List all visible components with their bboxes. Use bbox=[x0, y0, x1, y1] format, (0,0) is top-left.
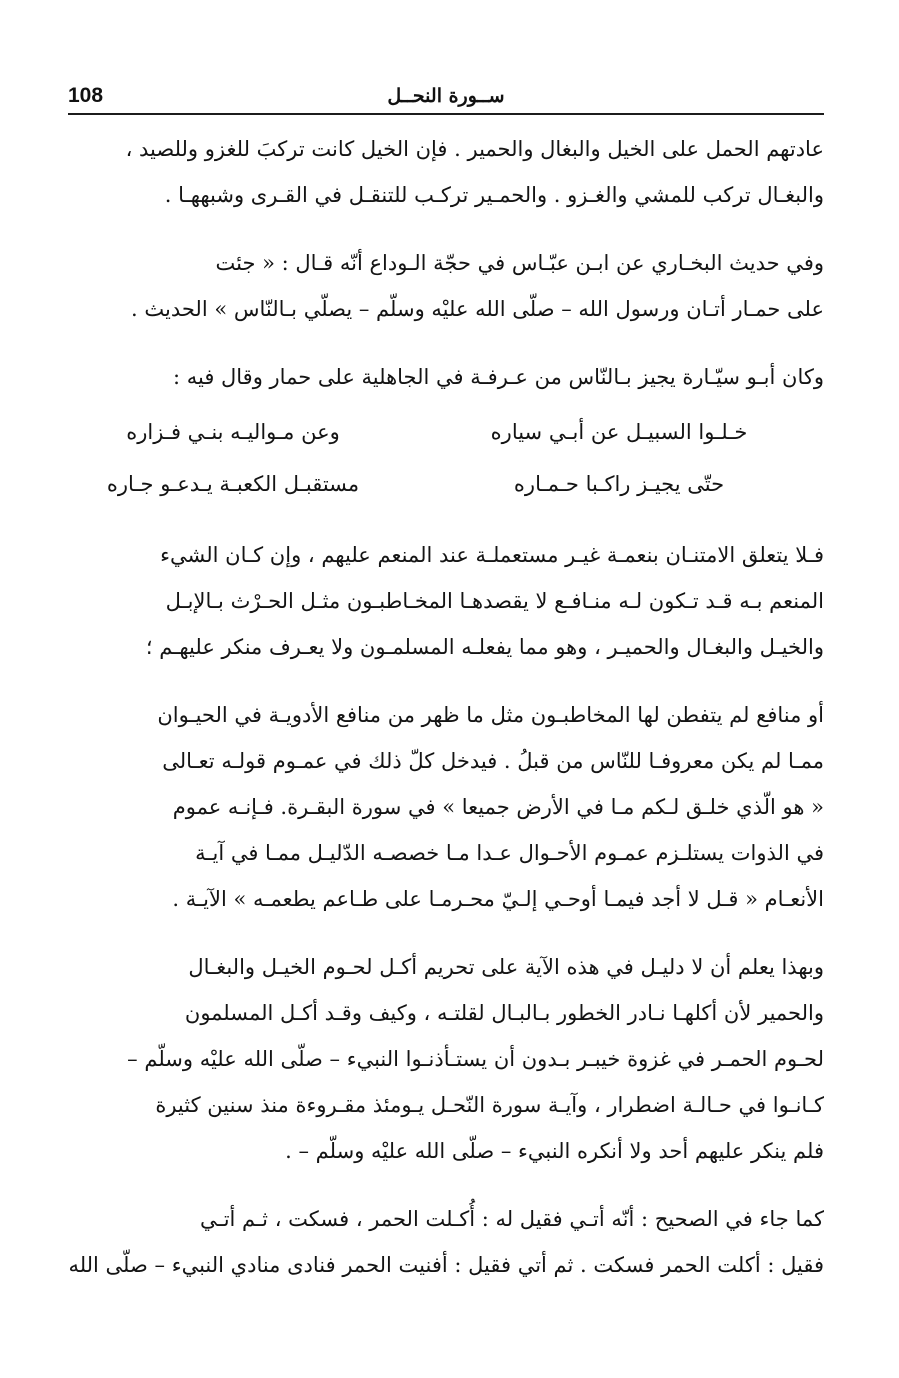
text-line: على حمـار أتـان ورسول الله – صلّى الله عليْه وسلّم – يصلّي بـالنّاس » الحديث . bbox=[131, 297, 824, 321]
verse-line bbox=[68, 458, 824, 510]
text-line: وبهذا يعلم أن لا دليـل في هذه الآية على تحريم أكـل لحـوم الخيـل والبغـال bbox=[188, 955, 824, 979]
text-line: كـانـوا في حـالـة اضطرار ، وآيـة سورة النّحـل يـومئذ مقـروءة منذ سنين كثيرة bbox=[155, 1093, 824, 1117]
poem-verse bbox=[68, 406, 824, 510]
verse-first-hemistich: خـلـوا السبيـل عن أبـي سياره bbox=[490, 420, 748, 444]
paragraph-5 bbox=[68, 692, 824, 922]
text-line: ممـا لم يكن معروفـا للنّاس من قبلُ . فيدخل كلّ ذلك في عمـوم قولـه تعـالى bbox=[162, 749, 824, 773]
verse-second-hemistich: مستقبـل الكعبـة يـدعـو جـاره bbox=[106, 472, 360, 496]
page-header bbox=[68, 82, 824, 112]
text-line: المنعم بـه قـد تـكون لـه منـافـع لا يقصدهـا المخـاطبـون مثـل الحـرْث بـالإبـل bbox=[165, 589, 824, 613]
paragraph-4 bbox=[68, 532, 824, 670]
text-line: كما جاء في الصحيح : أنّه أتـي فقيل له : أُكـلت الحمر ، فسكت ، ثـم أتـي bbox=[200, 1207, 824, 1231]
text-line: عادتهم الحمل على الخيل والبغال والحمير . فإن الخيل كانت تركبَ للغزو وللصيد ، bbox=[125, 137, 824, 161]
header-rule bbox=[68, 113, 824, 115]
verse-first-hemistich: حتّى يجيـز راكـبا حـمـاره bbox=[513, 472, 725, 496]
text-line: في الذوات يستلـزم عمـوم الأحـوال عـدا مـا خصصـه الدّليـل ممـا في آيـة bbox=[195, 841, 824, 865]
paragraph-2 bbox=[68, 240, 824, 332]
text-line: لحـوم الحمـر في غزوة خيبـر بـدون أن يستـأذنـوا النبيء – صلّى الله عليْه وسلّم – bbox=[127, 1047, 824, 1071]
text-line: « هو الّذي خلـق لـكم مـا في الأرض جميعا » في سورة البقـرة. فـإنـه عموم bbox=[172, 795, 824, 819]
text-line: فلم ينكر عليهم أحد ولا أنكره النبيء – صلّى الله عليْه وسلّم – . bbox=[285, 1139, 824, 1163]
body-text bbox=[68, 126, 824, 1310]
verse-line bbox=[68, 406, 824, 458]
text-line: وكان أبـو سيّـارة يجيز بـالنّاس من عـرفـة في الجاهلية على حمار وقال فيه : bbox=[172, 365, 824, 389]
text-line: والخيـل والبغـال والحميـر ، وهو مما يفعلـه المسلمـون ولا يعـرف منكر عليهـم ؛ bbox=[145, 635, 824, 659]
text-line: وفي حديث البخـاري عن ابـن عبّـاس في حجّة الـوداع أنّه قـال : « جئت bbox=[215, 251, 824, 275]
paragraph-7 bbox=[68, 1196, 824, 1288]
verse-second-hemistich: وعن مـواليـه بنـي فـزاره bbox=[126, 420, 340, 444]
text-line: أو منافع لم يتفطن لها المخاطبـون مثل ما ظهر من منافع الأدويـة في الحيـوان bbox=[157, 703, 824, 727]
paragraph-1 bbox=[68, 126, 824, 218]
paragraph-3 bbox=[68, 354, 824, 400]
text-line: فقيل : أكلت الحمر فسكت . ثم أتي فقيل : أفنيت الحمر فنادى منادي النبيء – صلّى الله bbox=[68, 1253, 824, 1277]
text-line: والحمير لأن أكلهـا نـادر الخطور بـالبـال لقلتـه ، وكيف وقـد أكـل المسلمون bbox=[184, 1001, 824, 1025]
text-line: الأنعـام « قـل لا أجد فيمـا أوحـي إلـيّ محـرمـا على طـاعم يطعمـه » الآيـة . bbox=[172, 887, 824, 911]
paragraph-6 bbox=[68, 944, 824, 1174]
running-title: ســورة النحــل bbox=[387, 85, 505, 107]
text-line: فـلا يتعلق الامتنـان بنعمـة غيـر مستعملـة عند المنعم عليهم ، وإن كـان الشيء bbox=[160, 543, 824, 567]
page-number: 108 bbox=[68, 84, 104, 107]
text-line: والبغـال تركب للمشي والغـزو . والحمـير تركـب للتنقـل في القـرى وشبههـا . bbox=[164, 183, 824, 207]
